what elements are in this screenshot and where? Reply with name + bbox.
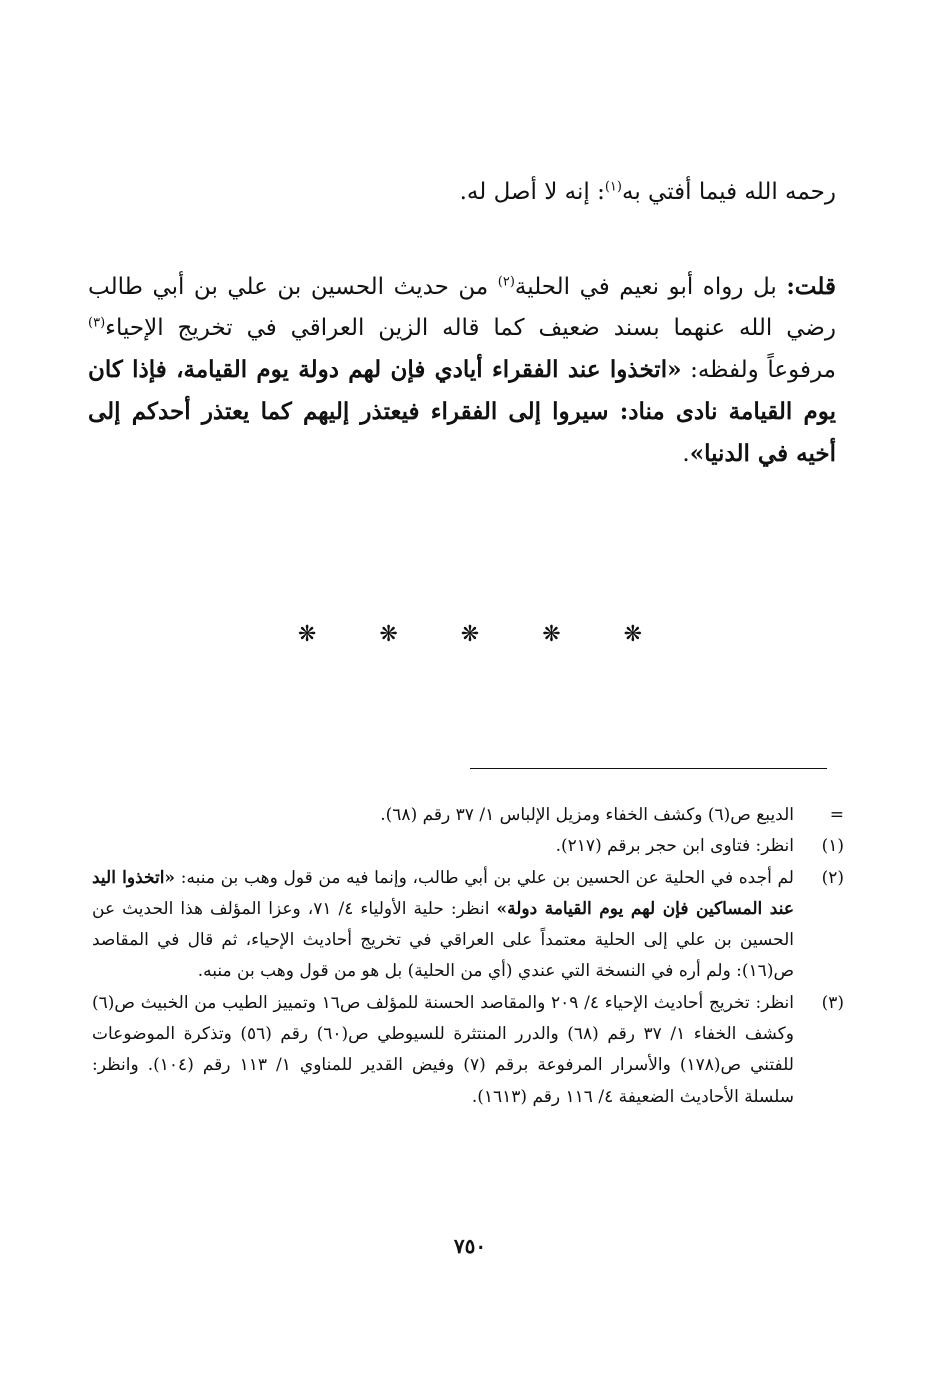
footnote-mark: (٢): [821, 867, 844, 888]
footnote-ref-3[interactable]: (٣): [88, 315, 106, 331]
footnote-2: [92, 863, 844, 988]
paragraph-text-a: بل رواه أبو نعيم في الحلية: [514, 274, 787, 300]
footnote-text: انظر: تخريج أحاديث الإحياء ٤/ ٢٠٩ والمقاصد الحسنة للمؤلف ص١٦ وتمييز الطيب من الخبيث ص(٦) وكشف الخفاء ١/ ٣٧ رقم (٦٨) والدرر المنتثرة للسيوطي ص(٦٠) رقم (٥٦) وتذكرة الموضوعات للفتني ص(١٧٨) والأسرار المرفوعة برقم (٧) وفيض القدير للمناوي ١/ ١١٣ رقم (١٠٤). وانظر: سلسلة الأحاديث الضعيفة ٤/ ١١٦ رقم (١٦١٣).: [92, 992, 794, 1107]
footnote-mark: (١): [821, 836, 844, 857]
footnote-text-b: انظر: حلية الأولياء ٤/ ٧١، وعزا المؤلف هذا الحديث عن الحسين بن علي إلى الحلية معتمداً على العراقي في تخريج أحاديث الإحياء، ثم قال في المقاصد ص(١٦): ولم أره في النسخة التي عندي (أي من الحلية) بل هو من قول وهب بن منبه.: [92, 898, 794, 982]
opening-line-text: رحمه الله فيما أفتي به: [621, 179, 836, 205]
footnote-mark: (٣): [821, 992, 844, 1013]
opening-line-end: : إنه لا أصل له.: [459, 179, 605, 205]
footnote-3: [92, 988, 844, 1113]
footnote-text: الديبع ص(٦) وكشف الخفاء ومزيل الإلباس ١/ ٣٧ رقم (٦٨).: [380, 805, 794, 825]
footnotes: [92, 800, 844, 1113]
footnote-1: [92, 831, 844, 862]
footnote-text: انظر: فتاوى ابن حجر برقم (٢١٧).: [555, 836, 794, 857]
main-paragraph: [88, 266, 836, 475]
footnote-continuation: [92, 800, 844, 831]
footnote-divider: [470, 768, 827, 769]
footnote-mark: =: [829, 805, 844, 825]
paragraph-text-b: من حديث الحسين بن علي بن أبي طالب رضي الله عنهما بسند ضعيف كما قاله الزين العراقي في تخريج الإحياء: [88, 274, 836, 341]
footnote-ref-2[interactable]: (٢): [497, 274, 515, 290]
paragraph-text-c: مرفوعاً ولفظه:: [681, 357, 837, 383]
hadith-quote: «اتخذوا عند الفقراء أيادي فإن لهم دولة يوم القيامة، فإذا كان يوم القيامة نادى مناد: سيروا إلى الفقراء فيعتذر إليهم كما يعتذر أحدكم إلى أخيه في الدنيا»: [88, 356, 836, 467]
footnote-text-a: لم أجده في الحلية عن الحسين بن علي بن أبي طالب، وإنما فيه من قول وهب بن منبه:: [175, 867, 794, 888]
footnote-ref-1[interactable]: (١): [604, 179, 622, 195]
paragraph-end: .: [682, 441, 690, 467]
paragraph-keyword: قلت:: [786, 273, 836, 300]
footnote-quote: «اتخذوا اليد عند المساكين فإن لهم يوم القيامة دولة»: [92, 867, 794, 919]
page-number: ٧٥٠: [453, 1234, 487, 1258]
section-separator: ❋ ❋ ❋ ❋ ❋: [297, 622, 671, 647]
opening-line: [88, 172, 836, 213]
